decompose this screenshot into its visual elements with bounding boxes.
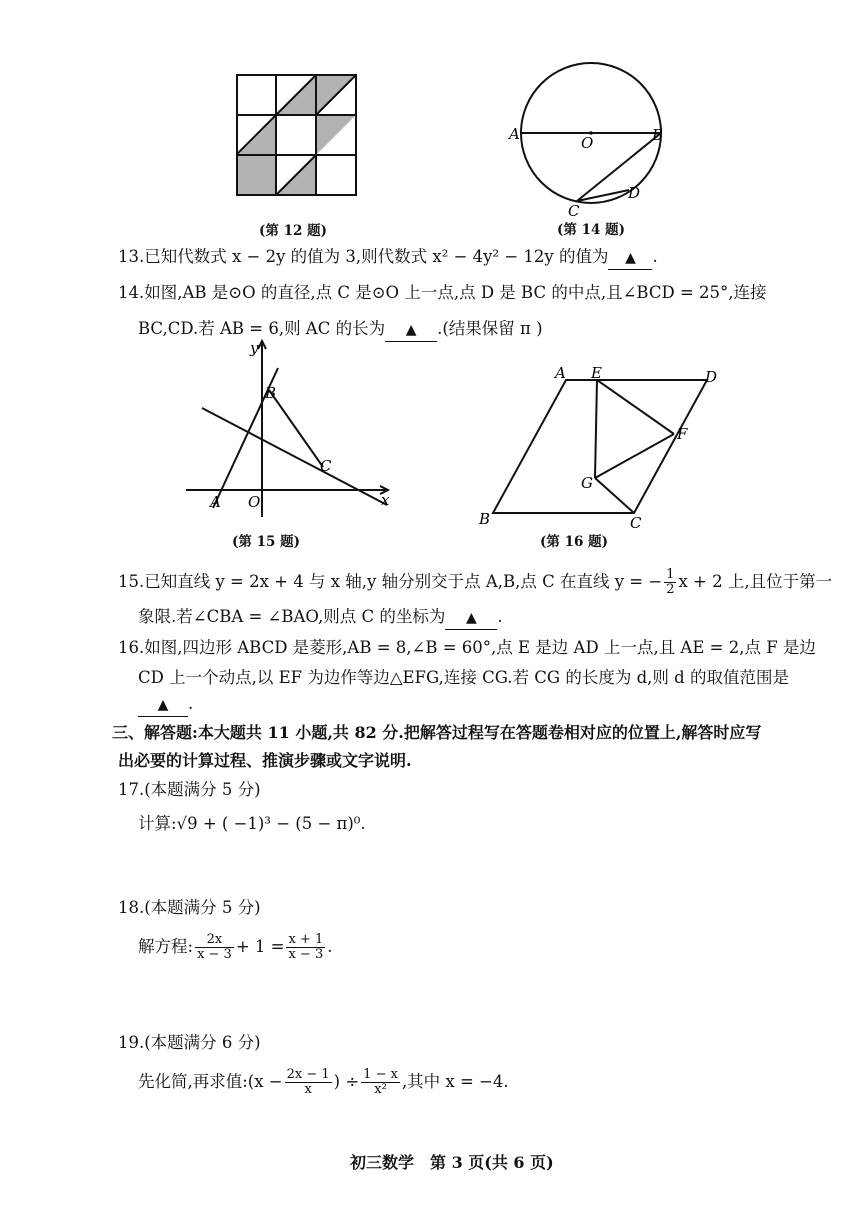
question-16-line-2: CD 上一个动点,以 EF 为边作等边△EFG,连接 CG.若 CG 的长度为 d,则 d 的取值范围是 bbox=[138, 668, 789, 687]
fig16-label-e: E bbox=[591, 364, 602, 382]
section-3-heading-line-2: 出必要的计算过程、推演步骤或文字说明. bbox=[118, 751, 412, 770]
q15-line1-b: x + 2 上,且位于第一 bbox=[678, 572, 833, 591]
q16-answer-blank: ▲ bbox=[138, 694, 188, 717]
q15-fraction bbox=[664, 568, 676, 597]
fig16-label-g: G bbox=[581, 474, 593, 492]
q18-f1-num: 2x bbox=[195, 933, 234, 948]
figure-12-grid bbox=[236, 73, 358, 197]
figure-12-caption: (第 12 题) bbox=[259, 223, 327, 239]
q18-end: . bbox=[327, 937, 333, 956]
q15-frac-den: 2 bbox=[666, 582, 675, 597]
fig16-label-d: D bbox=[705, 368, 718, 386]
q18-prefix: 解方程: bbox=[138, 937, 194, 956]
q19-f1-num: 2x − 1 bbox=[286, 1067, 330, 1082]
question-19-body bbox=[138, 1062, 509, 1102]
fig16-label-f: F bbox=[677, 425, 688, 443]
q18-f1-den: x − 3 bbox=[197, 947, 232, 962]
q19-mid: ) ÷ bbox=[333, 1072, 360, 1091]
question-18-body bbox=[138, 927, 332, 967]
q19-f2-den: x² bbox=[374, 1082, 387, 1097]
fig15-label-a: A bbox=[210, 493, 221, 511]
question-17-heading: 17.(本题满分 5 分) bbox=[118, 780, 261, 799]
question-15-line-2 bbox=[138, 606, 503, 630]
q18-mid: + 1 = bbox=[235, 937, 285, 956]
q13-answer-blank: ▲ bbox=[608, 247, 652, 270]
figure-14-circle bbox=[505, 60, 675, 220]
q15-frac-num: 1 bbox=[666, 567, 675, 582]
question-16-line-1: 16.如图,四边形 ABCD 是菱形,AB = 8,∠B = 60°,点 E 是边 AD 上一点,且 AE = 2,点 F 是边 bbox=[118, 638, 816, 657]
section-3-heading-line-1: 三、解答题:本大题共 11 小题,共 82 分.把解答过程写在答题卷相对应的位置上,解答时应写 bbox=[112, 723, 762, 742]
question-19-heading: 19.(本题满分 6 分) bbox=[118, 1033, 261, 1052]
q15-line2-tail: . bbox=[497, 607, 503, 626]
fig15-label-o: O bbox=[248, 493, 261, 511]
question-14-line-1: 14.如图,AB 是⊙O 的直径,点 C 是⊙O 上一点,点 D 是 BC 的中点,且∠BCD = 25°,连接 bbox=[118, 283, 767, 302]
figure-14-caption: (第 14 题) bbox=[557, 222, 625, 238]
q19-end: ,其中 x = −4. bbox=[401, 1072, 509, 1091]
page-footer: 初三数学 第 3 页(共 6 页) bbox=[350, 1153, 554, 1172]
q15-line1-a: 15.已知直线 y = 2x + 4 与 x 轴,y 轴分别交于点 A,B,点 C 在直线 y = − bbox=[118, 572, 663, 591]
figure-16-caption: (第 16 题) bbox=[540, 534, 608, 550]
figure-15-graph bbox=[180, 335, 395, 520]
question-17-body: 计算:√9 + ( −1)³ − (5 − π)⁰. bbox=[138, 814, 366, 833]
question-13 bbox=[118, 246, 658, 270]
q19-f1-den: x bbox=[304, 1082, 312, 1097]
q19-fraction-1 bbox=[285, 1068, 332, 1097]
question-15-line-1 bbox=[118, 565, 832, 599]
fig16-label-a: A bbox=[555, 364, 566, 382]
q13-tail: . bbox=[652, 247, 658, 266]
q18-fraction-2 bbox=[286, 933, 325, 962]
q14-answer-blank: ▲ bbox=[385, 319, 437, 342]
question-16-line-3 bbox=[138, 693, 193, 717]
fig15-label-c: C bbox=[320, 457, 332, 475]
q16-line3-tail: . bbox=[188, 694, 194, 713]
fig14-label-a: A bbox=[509, 125, 520, 143]
q19-f2-num: 1 − x bbox=[363, 1067, 398, 1082]
fig14-label-b: B bbox=[652, 126, 664, 144]
fig14-label-c: C bbox=[568, 202, 580, 220]
fig14-label-o: O bbox=[581, 134, 594, 152]
fig15-label-x: x bbox=[381, 491, 390, 509]
q14-line2-text: BC,CD.若 AB = 6,则 AC 的长为 bbox=[138, 319, 386, 338]
fig15-label-b: B bbox=[265, 384, 277, 402]
q15-answer-blank: ▲ bbox=[445, 607, 497, 630]
fig16-label-c: C bbox=[630, 514, 642, 532]
fig15-label-y: y bbox=[250, 339, 259, 357]
figure-16-rhombus bbox=[475, 362, 725, 532]
fig14-label-d: D bbox=[628, 184, 641, 202]
q19-fraction-2 bbox=[361, 1068, 400, 1097]
q19-prefix: 先化简,再求值:(x − bbox=[138, 1072, 283, 1091]
question-18-heading: 18.(本题满分 5 分) bbox=[118, 898, 261, 917]
q14-line2-tail: .(结果保留 π ) bbox=[437, 319, 543, 338]
fig16-label-b: B bbox=[479, 510, 491, 528]
q13-text: 13.已知代数式 x − 2y 的值为 3,则代数式 x² − 4y² − 12y 的值为 bbox=[118, 247, 609, 266]
figure-15-caption: (第 15 题) bbox=[232, 534, 300, 550]
q18-f2-den: x − 3 bbox=[288, 947, 324, 962]
q18-fraction-1 bbox=[195, 933, 234, 962]
q18-f2-num: x + 1 bbox=[288, 932, 324, 947]
q15-line2-text: 象限.若∠CBA = ∠BAO,则点 C 的坐标为 bbox=[138, 607, 446, 626]
